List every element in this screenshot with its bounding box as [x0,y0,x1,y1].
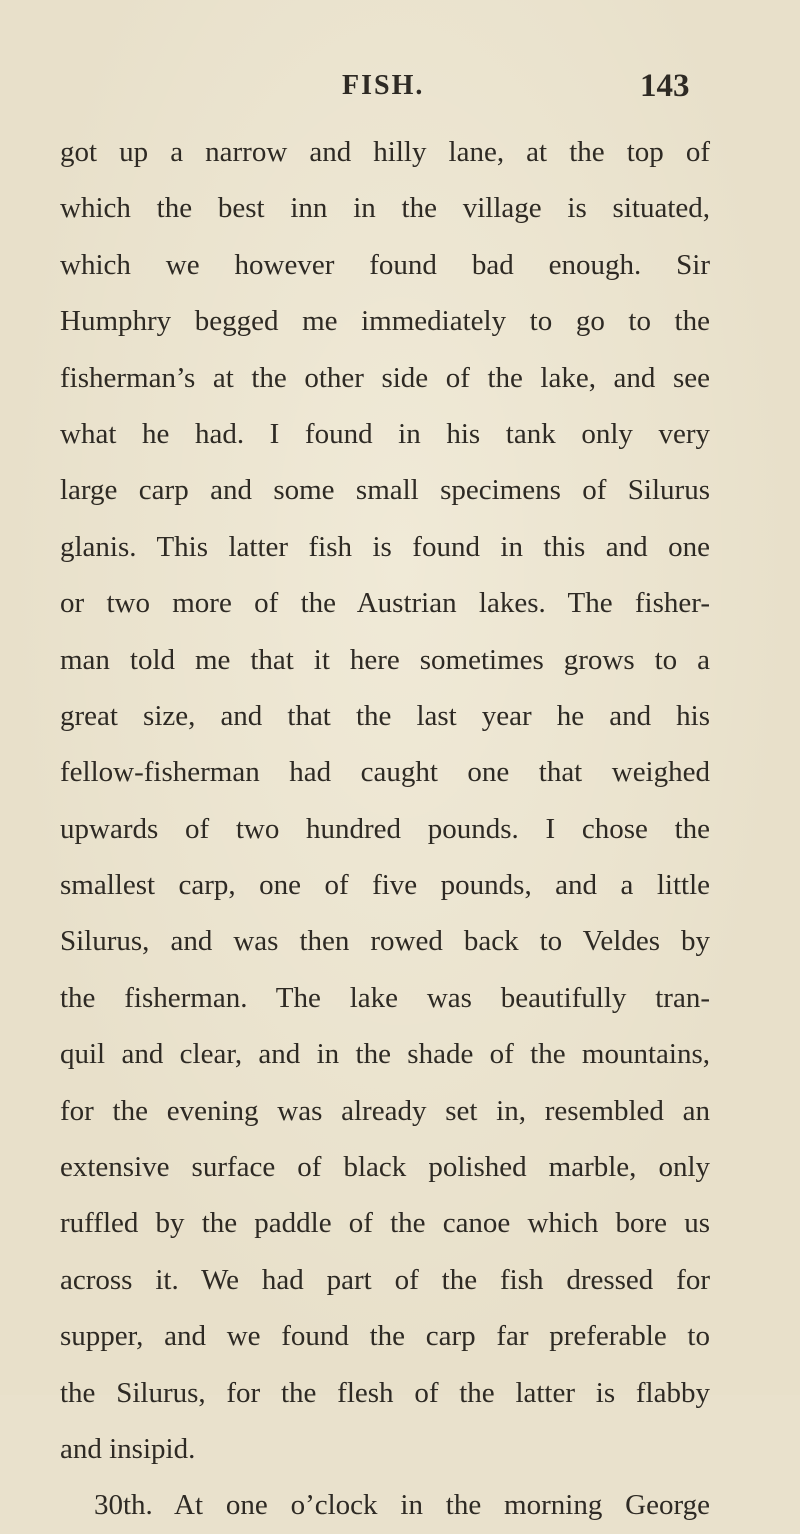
running-head [0,66,800,106]
text-line: upwards of two hundred pounds. I chose the [60,812,710,845]
text-line: ruffled by the paddle of the canoe which bore us [60,1207,710,1240]
body-text [60,124,710,1534]
text-line: 30th. At one o’clock in the morning George [94,1489,710,1522]
text-line: quil and clear, and in the shade of the mountains, [60,1038,710,1071]
text-line: fisherman’s at the other side of the lake, and see [60,361,710,394]
text-line: large carp and some small specimens of Silurus [60,474,710,507]
text-line: fellow-fisherman had caught one that weighed [60,756,710,789]
text-line: extensive surface of black polished marble, only [60,1151,710,1184]
text-line: man told me that it here sometimes grows to a [60,643,710,676]
page-number: 143 [640,68,690,104]
text-line: which we however found bad enough. Sir [60,248,710,281]
text-line: or two more of the Austrian lakes. The fisher- [60,587,710,620]
running-title: FISH. [342,70,425,101]
text-line: the Silurus, for the flesh of the latter is flabby [60,1376,710,1409]
text-line: the fisherman. The lake was beautifully tran- [60,981,710,1014]
text-line: Humphry begged me immediately to go to the [60,305,710,338]
text-line: what he had. I found in his tank only very [60,417,710,450]
text-line: glanis. This latter fish is found in this and one [60,530,710,563]
text-line: great size, and that the last year he and his [60,699,710,732]
text-line: got up a narrow and hilly lane, at the top of [60,136,710,168]
text-line: across it. We had part of the fish dressed for [60,1263,710,1296]
text-line: for the evening was already set in, resembled an [60,1094,710,1127]
text-line: Silurus, and was then rowed back to Veldes by [60,925,710,958]
text-line: supper, and we found the carp far preferable to [60,1320,710,1353]
text-line: smallest carp, one of five pounds, and a little [60,869,710,902]
text-line: which the best inn in the village is situated, [60,192,710,225]
text-line: and insipid. [60,1432,196,1465]
